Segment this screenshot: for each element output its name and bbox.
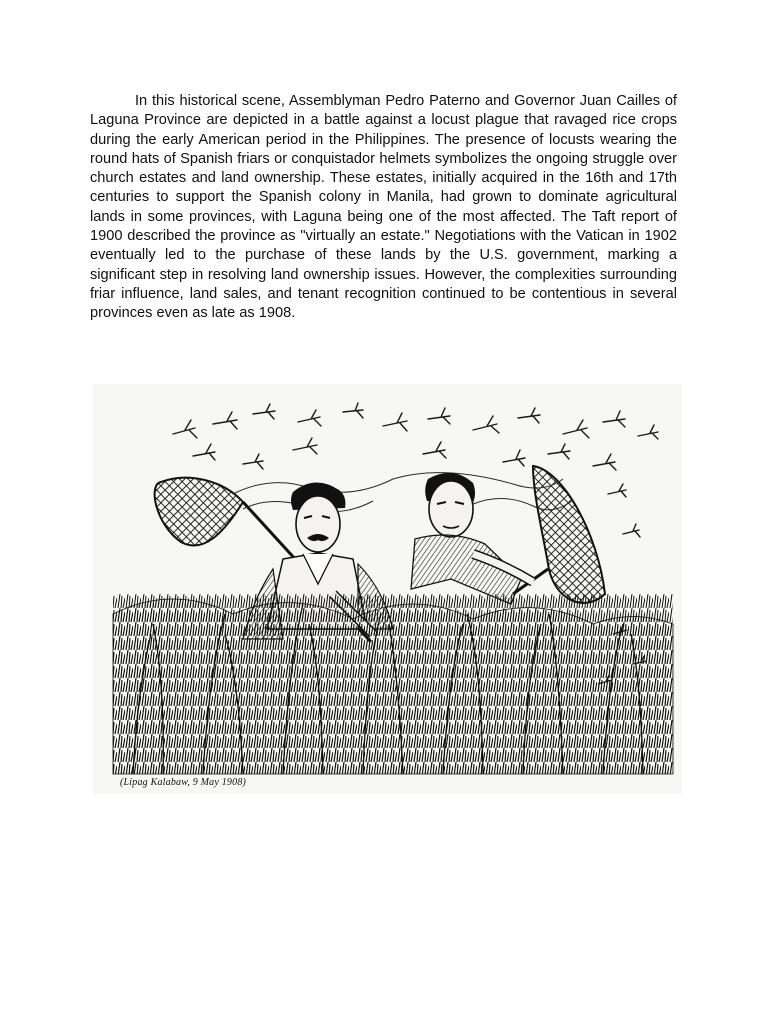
rice-field xyxy=(113,594,673,774)
figure-cailles xyxy=(411,473,533,604)
cartoon-illustration xyxy=(93,384,682,794)
cartoon-drawing xyxy=(93,384,682,794)
locust-swarm xyxy=(173,403,658,537)
body-paragraph: In this historical scene, Assemblyman Pedro Paterno and Governor Juan Cailles of Laguna Province are depicted in a battle against a locust plague that ravaged rice crops during the early American period in the Philippines. The presence of locusts wearing the round hats of Spanish friars or conquistador helmets symbolizes the ongoing struggle over church estates and land ownership. These estates, initially acquired in the 16th and 17th centuries to support the Spanish colony in Manila, had grown to dominate agricultural lands in some provinces, with Laguna being one of the most affected. The Taft report of 1900 described the province as "virtually an estate." Negotiations with the Vatican in 1902 eventually led to the purchase of these lands by the U.S. government, marking a significant step in resolving land ownership issues. However, the complexities surrounding friar influence, land sales, and tenant recognition continued to be contentious in several provinces even as late as 1908. xyxy=(90,93,677,322)
background-foliage xyxy=(233,473,573,512)
figure-caption: (Lipag Kalabaw, 9 May 1908) xyxy=(120,777,247,788)
